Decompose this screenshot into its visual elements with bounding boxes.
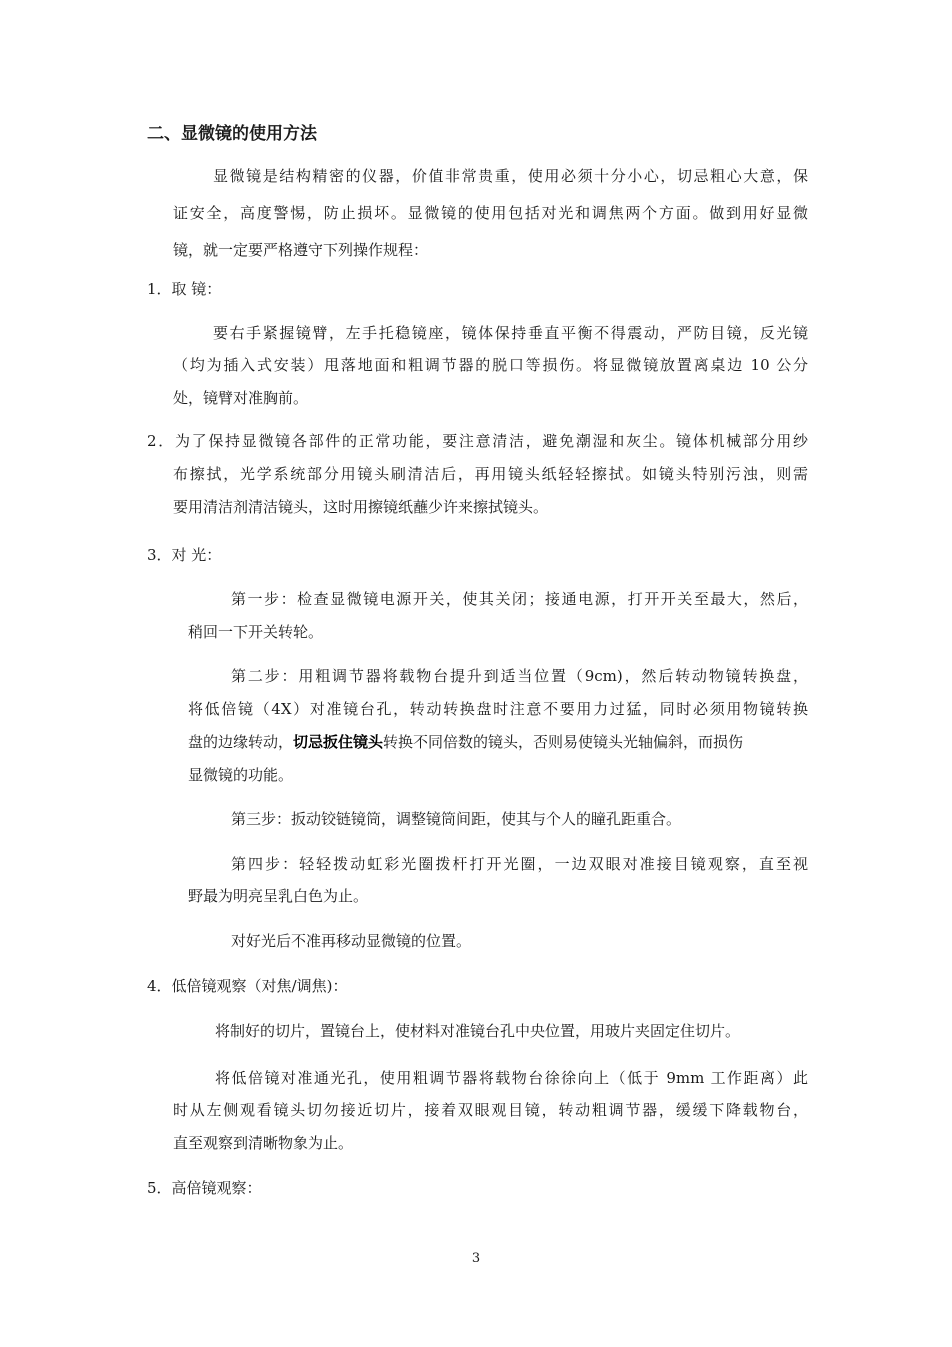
item2-line-2: 布擦拭，光学系统部分用镜头刷清洁后，再用镜头纸轻轻擦拭。如镜头特别污浊，则需	[173, 465, 808, 483]
item4-p2-line-3: 直至观察到清晰物象为止。	[173, 1134, 354, 1152]
item4-p2-line-2: 时从左侧观看镜头切勿接近切片，接着双眼观目镜，转动粗调节器，缓缓下降载物台，	[173, 1101, 808, 1119]
intro-line-2: 证安全，高度警惕，防止损坏。显微镜的使用包括对光和调焦两个方面。做到用好显微	[173, 204, 808, 222]
step1-line-2: 稍回一下开关转轮。	[188, 623, 324, 641]
page-number: 3	[471, 1251, 481, 1266]
item4-heading: 4．低倍镜观察（对焦/调焦)：	[147, 977, 348, 995]
section-title: 二、显微镜的使用方法	[147, 124, 317, 144]
intro-line-1: 显微镜是结构精密的仪器，价值非常贵重，使用必须十分小心，切忌粗心大意，保	[213, 167, 808, 185]
item3-heading: 3．对 光：	[147, 546, 222, 564]
step3-line: 第三步：扳动铰链镜筒，调整镜筒间距，使其与个人的瞳孔距重合。	[231, 810, 682, 828]
item4-p2-line-1: 将低倍镜对准通光孔，使用粗调节器将载物台徐徐向上（低于 9mm 工作距离）此	[215, 1069, 808, 1087]
intro-line-3: 镜，就一定要严格遵守下列操作规程：	[173, 241, 429, 259]
warning-emphasis: 切忌扳住镜头	[293, 733, 384, 751]
step2-line-4: 显微镜的功能。	[188, 766, 294, 784]
item1-heading: 1．取 镜：	[147, 280, 222, 298]
step2-line-3	[188, 732, 743, 752]
item1-line-3: 处，镜臂对准胸前。	[173, 389, 309, 407]
item2-line-1: 2．为了保持显微镜各部件的正常功能，要注意清洁，避免潮湿和灰尘。镜体机械部分用纱	[147, 432, 808, 450]
item1-line-1: 要右手紧握镜臂，左手托稳镜座，镜体保持垂直平衡不得震动，严防目镜，反光镜	[213, 324, 808, 342]
step4-line-2: 野最为明亮呈乳白色为止。	[188, 887, 369, 905]
step2-line-2: 将低倍镜（4X）对准镜台孔，转动转换盘时注意不要用力过猛，同时必须用物镜转换	[188, 700, 808, 718]
step2-line-1: 第二步：用粗调节器将载物台提升到适当位置（9cm)，然后转动物镜转换盘，	[231, 667, 808, 685]
item2-line-3: 要用清洁剂清洁镜头，这时用擦镜纸蘸少许来擦拭镜头。	[173, 498, 549, 516]
step2-line-3-pre: 盘的边缘转动，	[188, 733, 294, 751]
step1-line-1: 第一步：检查显微镜电源开关，使其关闭；接通电源，打开开关至最大，然后，	[231, 590, 808, 608]
item1-line-2: （均为插入式安装）甩落地面和粗调节器的脱口等损伤。将显微镜放置离桌边 10 公分	[173, 356, 808, 374]
item4-p1: 将制好的切片，置镜台上，使材料对准镜台孔中央位置，用玻片夹固定住切片。	[215, 1022, 741, 1040]
item5-heading: 5．高倍镜观察：	[147, 1179, 262, 1197]
step2-line-3-post: 转换不同倍数的镜头，否则易使镜头光轴偏斜，而损伤	[383, 733, 744, 751]
item3-note: 对好光后不准再移动显微镜的位置。	[231, 932, 472, 950]
step4-line-1: 第四步：轻轻拨动虹彩光圈拨杆打开光圈，一边双眼对准接目镜观察，直至视	[231, 855, 808, 873]
